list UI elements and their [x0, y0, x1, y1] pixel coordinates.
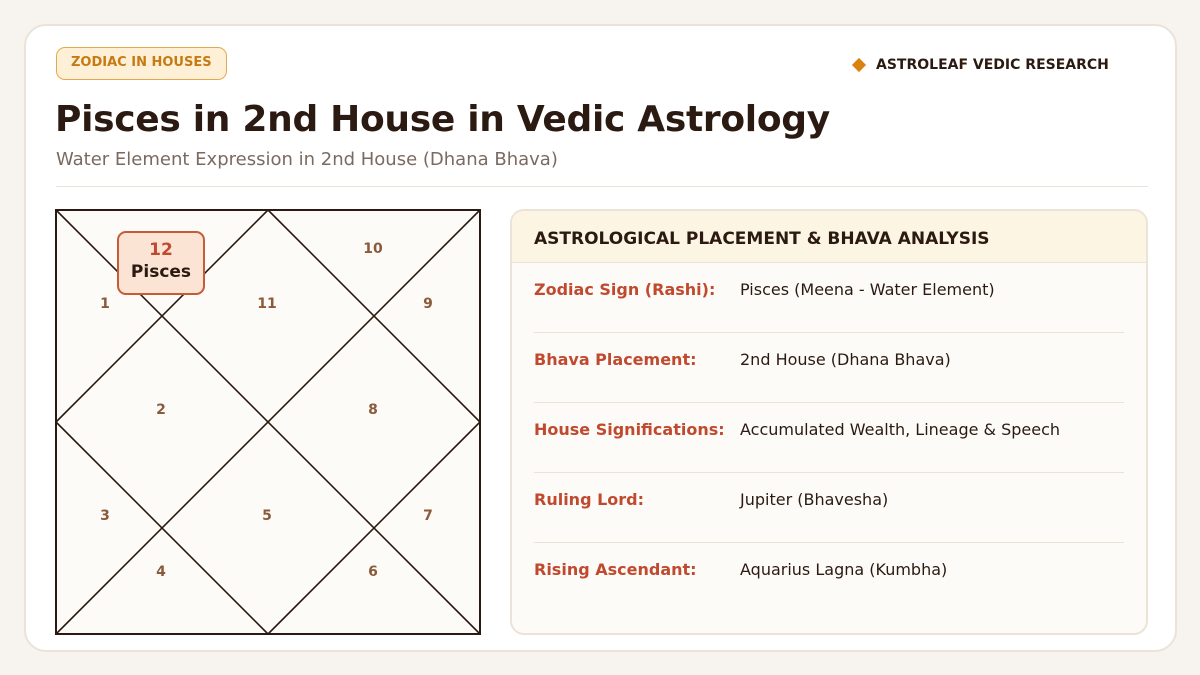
row-value: Aquarius Lagna (Kumbha)	[740, 560, 948, 579]
highlighted-house-12	[117, 231, 205, 295]
page-title: Pisces in 2nd House in Vedic Astrology	[55, 99, 830, 140]
row-label: House Significations:	[534, 420, 725, 439]
analysis-rows	[512, 263, 1146, 613]
row-value: 2nd House (Dhana Bhava)	[740, 350, 951, 369]
row-value: Pisces (Meena - Water Element)	[740, 280, 995, 299]
north-indian-chart	[55, 209, 481, 635]
house-7-label: 7	[423, 508, 433, 524]
house-1-label: 1	[100, 296, 110, 312]
brand	[854, 57, 1109, 73]
page-subtitle: Water Element Expression in 2nd House (Dhana Bhava)	[56, 149, 558, 170]
analysis-row	[534, 403, 1124, 473]
analysis-row	[534, 263, 1124, 333]
row-value: Jupiter (Bhavesha)	[740, 490, 889, 509]
header-divider	[56, 186, 1148, 187]
house-2-label: 2	[156, 402, 166, 418]
house-8-label: 8	[368, 402, 378, 418]
highlight-house-number: 12	[149, 240, 173, 260]
row-label: Bhava Placement:	[534, 350, 697, 369]
house-4-label: 4	[156, 564, 166, 580]
analysis-row	[534, 333, 1124, 403]
analysis-panel	[510, 209, 1148, 635]
analysis-row	[534, 543, 1124, 613]
row-label: Ruling Lord:	[534, 490, 645, 509]
house-6-label: 6	[368, 564, 378, 580]
row-label: Zodiac Sign (Rashi):	[534, 280, 716, 299]
highlight-sign-name: Pisces	[130, 262, 192, 282]
house-10-label: 10	[363, 241, 383, 257]
analysis-row	[534, 473, 1124, 543]
house-9-label: 9	[423, 296, 433, 312]
row-value: Accumulated Wealth, Lineage & Speech	[740, 420, 1061, 439]
house-5-label: 5	[262, 508, 272, 524]
house-11-label: 11	[257, 296, 277, 312]
category-badge: ZODIAC IN HOUSES	[56, 47, 227, 80]
brand-name: ASTROLEAF VEDIC RESEARCH	[876, 57, 1109, 73]
house-3-label: 3	[100, 508, 110, 524]
panel-heading: ASTROLOGICAL PLACEMENT & BHAVA ANALYSIS	[512, 211, 1146, 263]
content-card	[24, 24, 1177, 652]
diamond-icon	[852, 58, 866, 72]
row-label: Rising Ascendant:	[534, 560, 697, 579]
